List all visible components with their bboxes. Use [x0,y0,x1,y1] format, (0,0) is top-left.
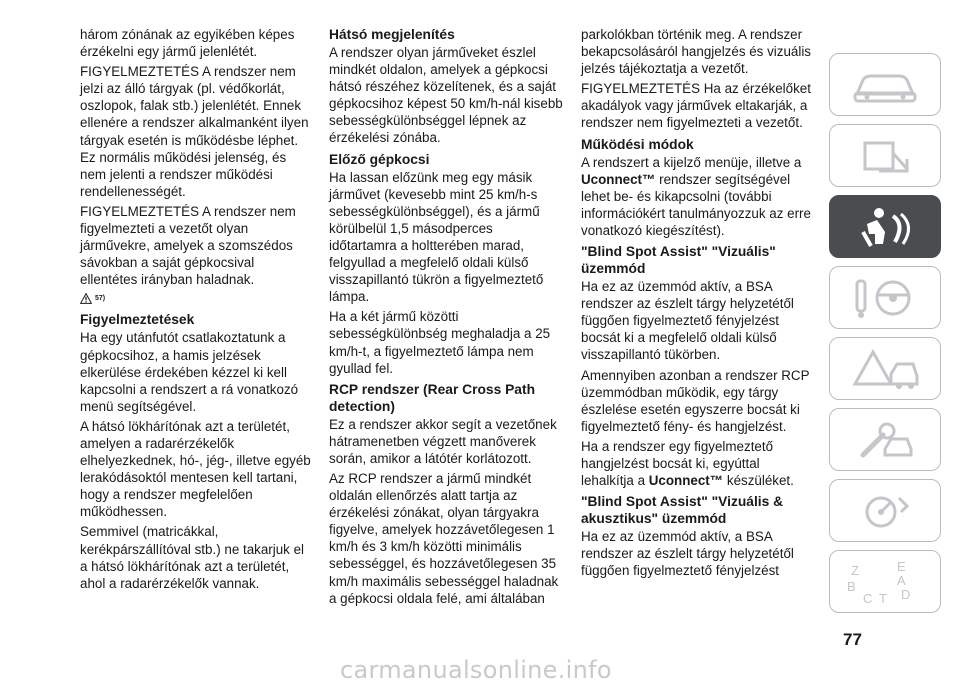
wrench-car-icon [845,415,925,465]
page-number: 77 [843,630,862,649]
section-heading: "Blind Spot Assist" "Vizuális" üzemmód [581,244,776,277]
tab-starting-driving[interactable] [829,266,941,329]
tab-letter: Z [851,562,859,578]
section-heading: Hátsó megjelenítés [329,27,455,42]
section-heading: Előző gépkocsi [329,151,430,167]
text-run: A rendszert a kijelző menüje, illetve a [581,154,802,170]
paragraph: FIGYELMEZTETÉS A rendszer nem figyelmezteti a vezetőt olyan járművekre, amelyek a szomszédos sávokban a saját gépkocsival ellentétes irányban haladnak. [80,203,296,288]
seat-airbag-icon [845,202,925,252]
car-dashboard-icon [845,60,925,110]
watermark: carmanualsonline.info [340,656,612,684]
tab-index[interactable] [829,550,941,613]
paragraph: A hátsó lökhárítónak azt a területét, amelyen a radarérzékelők elhelyezkednek, hó-, jég-, illetve egyéb lerakódásoktól mentesen kell tartani, hogy a rendszer megfelelően működhessen. [80,418,311,520]
paragraph: Ha ez az üzemmód aktív, a BSA rendszer az észlelt tárgy helyzetétől függően figyelmeztető fényjelzést [581,529,794,579]
tab-warnings[interactable] [829,124,941,187]
text-run: rendszer segítségével lehet be- és kikapcsolni (további információkért tanulmányozzuk az erre vonatkozó kiegészítést). [581,171,811,238]
section-heading: Működési módok [581,136,694,152]
warning-reference-number: 57) [95,294,106,302]
brand-name: Uconnect™ [648,473,724,489]
tab-letter: D [901,586,911,602]
paragraph: FIGYELMEZTETÉS A rendszer nem jelzi az álló tárgyak (pl. védőkorlát, oszlopok, falak stb.) jelenlétét. Ennek ellenére a rendszer alkalmanként ilyen tárgyak esetén is működésbe léphet. Ez normális működési jelenség, és nem jelenti a rendszer működési rendellenességét. [80,64,309,199]
gauge-tools-icon [845,486,925,536]
tab-letter: E [897,558,906,574]
paragraph: Ha ez az üzemmód aktív, a BSA rendszer az észlelt tárgy helyzetétől függően figyelmeztető fényjelzést bocsát ki a megfelelő oldali külső visszapillantó tükörben. [581,279,794,363]
paragraph: Ha egy utánfutót csatlakoztatunk a gépkocsihoz, a hamis jelzések elkerülése érdekében kézzel ki kell kapcsolni a rendszert a rá vonatkozó menü segítségével. [80,330,299,414]
tab-letter: A [897,572,906,588]
paragraph: Ha a két jármű közötti sebességkülönbség meghaladja a 25 km/h-t, a figyelmeztető lámpa nem gyullad fel. [329,309,551,376]
paragraph: A rendszer olyan járműveket észlel mindkét oldalon, amelyek a gépkocsi hátsó részéhez közelítenek, és a saját gépkocsihoz képest 50 km/h-nál kisebb sebességkülönbséggel lépnek az érzékelési zónába. [329,45,563,146]
warning-triangle-icon [80,293,92,304]
warning-triangle-car-icon [845,344,925,394]
tab-technical-data[interactable] [829,479,941,542]
section-heading: "Blind Spot Assist" "Vizuális & akusztikus" üzemmód [581,494,784,527]
paragraph: parkolókban történik meg. A rendszer bekapcsolásáról hangjelzés és vizuális jelzés tájékoztatja a vezetőt. [581,27,812,77]
paragraph: FIGYELMEZTETÉS Ha az érzékelőket akadályok vagy járművek eltakarják, a rendszer nem figyelmezteti a vezetőt. [581,81,811,131]
tab-emergency[interactable] [829,337,941,400]
tab-servicing[interactable] [829,408,941,471]
text-column-3 [581,26,815,582]
tab-letter: B [847,578,856,594]
envelope-warning-icon [845,131,925,181]
paragraph: Ha lassan előzünk meg egy másik járművet (kevesebb mint 25 km/h-s sebességkülönbséggel), és a jármű körülbelül 1,5 másodperces időtartamra a holtterében marad, felgyullad a megfelelő oldali külső visszapillantó tükrön a figyelmeztető lámpa. [329,169,544,305]
section-heading: Figyelmeztetések [80,312,195,328]
tab-letter: C [863,590,873,606]
paragraph: három zónának az egyikében képes érzékelni egy jármű jelenlétét. [80,27,295,60]
paragraph [581,154,815,239]
tab-dashboard[interactable] [829,53,941,116]
key-steering-icon [845,273,925,323]
section-heading: RCP rendszer (Rear Cross Path detection) [329,381,536,414]
text-column-1 [80,26,312,595]
brand-name: Uconnect™ [581,171,656,187]
paragraph: Semmivel (matricákkal, kerékpárszállítóval stb.) ne takarjuk el a hátsó lökhárítónak azt a területét, ahol a radarérzékelők vannak. [80,524,305,591]
warning-reference [80,291,312,305]
text-run: készüléket. [723,473,794,489]
multimedia-icon [845,557,925,607]
paragraph: Az RCP rendszer a jármű mindkét oldalán ellenőrzés alatt tartja az érzékelési zónákat, olyan tárgyakra figyelve, amelyek hozzávetőlegesen 1 km/h és 3 km/h közötti minimális sebességgel, és hozzávetőlegesen 35 km/h maximális sebességgel haladnak a gépkocsi oldala felé, ami általában [329,470,559,606]
tab-letter: T [879,590,887,606]
paragraph: Ez a rendszer akkor segít a vezetőnek hátramenetben végzett manőverek során, amikor a látótér korlátozott. [329,416,557,466]
paragraph [581,438,815,489]
text-column-2 [329,26,563,610]
text-run: Ha a rendszer egy figyelmeztető hangjelzést bocsát ki, egyúttal lehalkítja a [581,438,774,489]
paragraph: Amennyiben azonban a rendszer RCP üzemmódban működik, egy tárgy észlelése esetén egyszerre bocsát ki figyelmeztető fény- és hangjelzést. [581,367,810,434]
tab-safety[interactable] [829,195,941,258]
